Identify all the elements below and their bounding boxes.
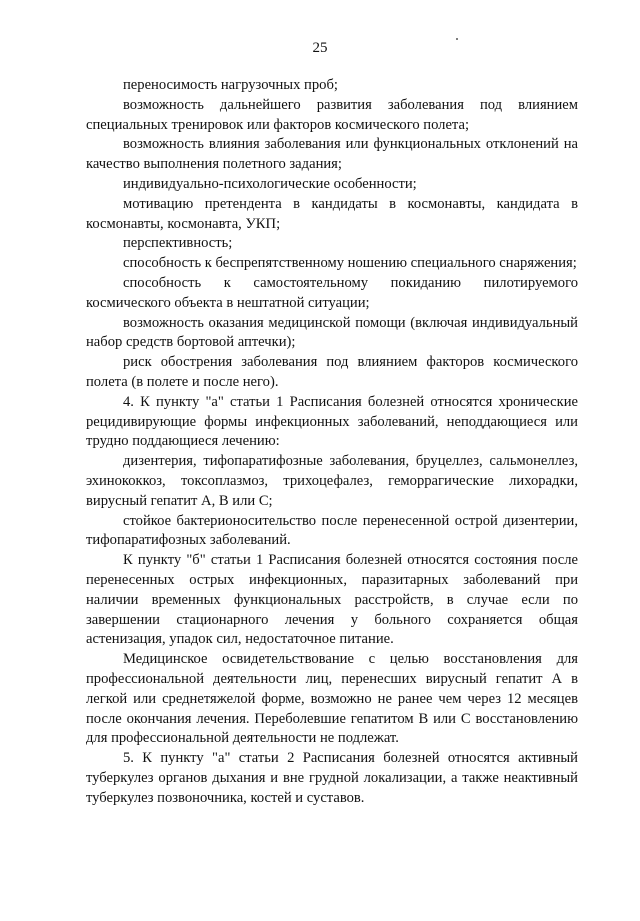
page-number: 25 bbox=[312, 40, 328, 56]
paragraph: возможность дальнейшего развития заболевания под влиянием специальных тренировок или факторов космического полета; bbox=[86, 96, 578, 133]
paragraph: возможность оказания медицинской помощи (включая индивидуальный набор средств бортовой аптечки); bbox=[86, 314, 578, 351]
paragraph: способность к беспрепятственному ношению специального снаряжения; bbox=[123, 255, 577, 272]
paragraph: способность к самостоятельному покиданию пилотируемого космического объекта в нештатной ситуации; bbox=[86, 274, 578, 311]
paragraph: дизентерия, тифопаратифозные заболевания, бруцеллез, сальмонеллез, эхинококкоз, токсоплазмоз, трихоцефалез, геморрагические лихорадки, вирусный гепатит А, В или С; bbox=[86, 453, 578, 509]
document-body bbox=[86, 76, 578, 808]
paragraph: возможность влияния заболевания или функциональных отклонений на качество выполнения полетного задания; bbox=[86, 136, 578, 173]
paragraph: К пункту "б" статьи 1 Расписания болезней относятся состояния после перенесенных острых инфекционных, паразитарных заболеваний при наличии временных функциональных расстройств, в случае если по завершении стационарного лечения у больного сохраняется общая астенизация, упадок сил, недостаточное питание. bbox=[86, 552, 578, 648]
paragraph: мотивацию претендента в кандидаты в космонавты, кандидата в космонавты, космонавта, УКП; bbox=[86, 195, 578, 232]
paragraph: 4. К пункту "а" статьи 1 Расписания болезней относятся хронические рецидивирующие формы инфекционных заболеваний, неподдающиеся или трудно поддающиеся лечению: bbox=[86, 393, 578, 450]
paragraph: Медицинское освидетельствование с целью восстановления для профессиональной деятельности лиц, перенесших вирусный гепатит А в легкой или среднетяжелой форме, возможно не ранее чем через 12 месяцев после окончания лечения. Переболевшие гепатитом В или С восстановлению для профессиональной деятельности не подлежат. bbox=[86, 651, 578, 747]
paragraph: индивидуально-психологические особенности; bbox=[123, 175, 417, 192]
paragraph: 5. К пункту "а" статьи 2 Расписания болезней относятся активный туберкулез органов дыхания и вне грудной локализации, а также неактивный туберкулез позвоночника, костей и суставов. bbox=[86, 750, 578, 806]
paragraph: перспективность; bbox=[123, 235, 233, 252]
scan-speck bbox=[456, 38, 458, 40]
paragraph: риск обострения заболевания под влиянием факторов космического полета (в полете и после него). bbox=[86, 354, 578, 390]
paragraph: стойкое бактерионосительство после перенесенной острой дизентерии, тифопаратифозных заболеваний. bbox=[86, 512, 578, 549]
paragraph: переносимость нагрузочных проб; bbox=[123, 77, 338, 93]
